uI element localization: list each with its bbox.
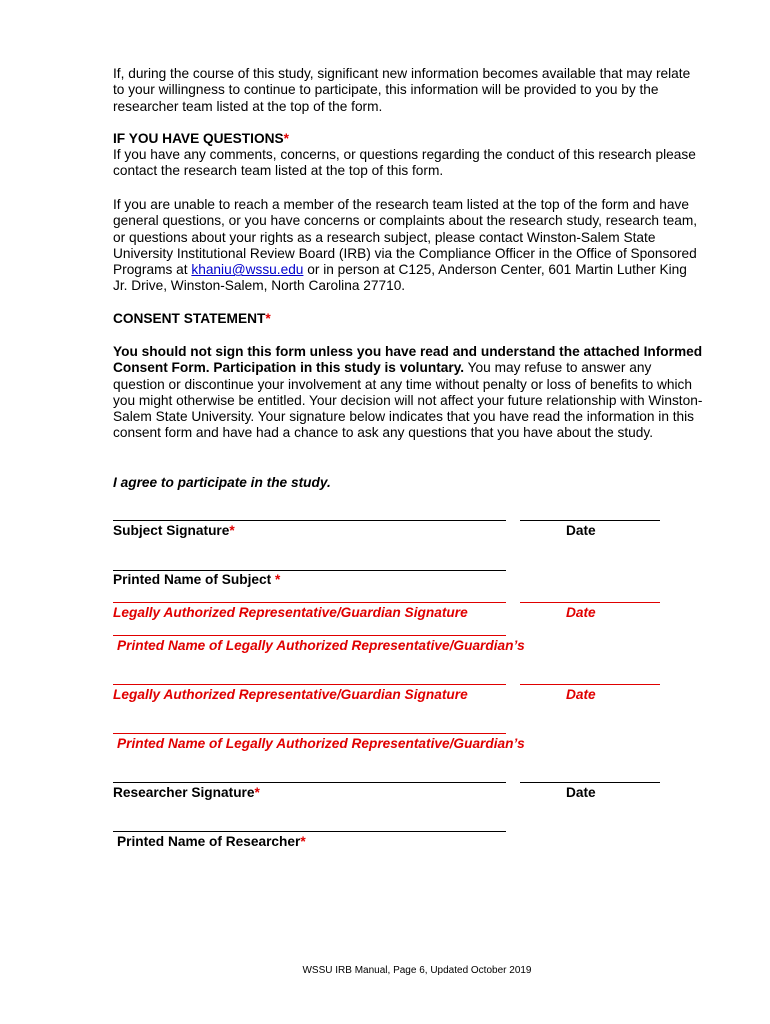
lar-printed-line-1[interactable] — [113, 635, 506, 636]
questions-heading-text: IF YOU HAVE QUESTIONS — [113, 131, 284, 146]
required-marker: * — [283, 131, 289, 146]
lar-signature-label-2: Legally Authorized Representative/Guardian Signature — [113, 687, 468, 702]
irb-contact-paragraph — [113, 197, 703, 295]
subject-date-label: Date — [566, 523, 596, 538]
consent-bold-text: You should not sign this form unless you have read and understand the attached Informed Consent Form. Participation in this study is voluntary. — [113, 344, 703, 376]
researcher-date-line[interactable] — [520, 782, 660, 783]
agree-statement: I agree to participate in the study. — [113, 475, 331, 490]
researcher-date-label: Date — [566, 785, 596, 800]
lar-signature-line-2[interactable] — [113, 684, 506, 685]
required-marker: * — [254, 785, 260, 800]
consent-heading-text: CONSENT STATEMENT — [113, 311, 266, 326]
printed-subject-line[interactable] — [113, 570, 506, 571]
lar-printed-label-2: Printed Name of Legally Authorized Representative/Guardian’s — [117, 736, 525, 751]
continuation-paragraph: If, during the course of this study, significant new information becomes available that may relate to your willingness to continue to participate, this information will be provided to you by the researcher team listed at the top of the form. — [113, 66, 691, 114]
lar-date-line-1[interactable] — [520, 602, 660, 603]
researcher-signature-text: Researcher Signature — [113, 785, 255, 800]
printed-subject-text: Printed Name of Subject — [113, 572, 275, 587]
printed-researcher-text: Printed Name of Researcher — [117, 834, 301, 849]
required-marker: * — [300, 834, 306, 849]
subject-signature-label — [113, 523, 235, 538]
consent-paragraph — [113, 344, 703, 442]
researcher-signature-label — [113, 785, 260, 800]
page-footer — [0, 965, 770, 976]
required-marker: * — [275, 572, 281, 587]
subject-signature-line[interactable] — [113, 520, 506, 521]
lar-printed-line-2[interactable] — [113, 733, 506, 734]
footer-text: WSSU IRB Manual, Page 6, Updated October 2019 — [302, 965, 532, 976]
required-marker: * — [229, 523, 235, 538]
lar-date-line-2[interactable] — [520, 684, 660, 685]
lar-signature-line-1[interactable] — [113, 602, 506, 603]
subject-date-line[interactable] — [520, 520, 660, 521]
printed-researcher-label — [117, 834, 306, 849]
questions-heading — [113, 131, 289, 147]
printed-subject-label — [113, 572, 280, 587]
lar-date-label-2: Date — [566, 687, 596, 702]
subject-signature-text: Subject Signature — [113, 523, 230, 538]
printed-researcher-line[interactable] — [113, 831, 506, 832]
irb-email-link[interactable]: khaniu@wssu.edu — [191, 262, 304, 278]
researcher-signature-line[interactable] — [113, 782, 506, 783]
lar-printed-label-1: Printed Name of Legally Authorized Representative/Guardian’s — [117, 638, 525, 653]
irb-address-text: or in person at C125, Anderson Center, 601 Martin Luther King Jr. Drive, Winston-Salem, North Carolina 27710. — [113, 262, 687, 294]
questions-paragraph: If you have any comments, concerns, or questions regarding the conduct of this research please contact the research team listed at the top of this form. — [113, 147, 696, 179]
lar-date-label-1: Date — [566, 605, 596, 620]
irb-contact-text: If you are unable to reach a member of the research team listed at the top of the form and have general questions, or you have concerns or complaints about the research study, research team, or questions about your rights as a research subject, please contact Winston-Salem State University Institutional Review Board (IRB) via the Compliance Officer in the Office of Sponsored Programs at — [113, 197, 698, 278]
required-marker: * — [265, 311, 271, 326]
consent-body-text: You may refuse to answer any question or discontinue your involvement at any time without penalty or loss of benefits to which you might otherwise be entitled. Your decision will not affect your future relationship with Winston-Salem State University. Your signature below indicates that you have read the information in this consent form and have had a chance to ask any questions that you have about the study. — [113, 360, 703, 441]
lar-signature-label-1: Legally Authorized Representative/Guardian Signature — [113, 605, 468, 620]
consent-heading — [113, 311, 271, 327]
